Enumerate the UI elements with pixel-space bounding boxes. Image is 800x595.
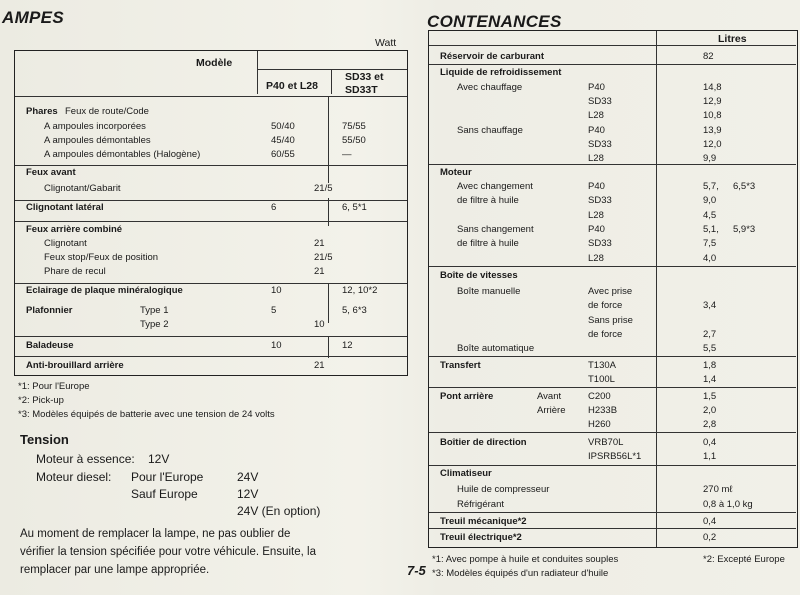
capacity-value: 2,7 xyxy=(703,329,717,340)
lamp-watt-sd33: 12 xyxy=(342,340,353,351)
col-sd33: SD33 et xyxy=(345,71,384,83)
lamps-title: AMPES xyxy=(2,8,64,27)
capacity-footnote: *2: Excepté Europe xyxy=(703,554,785,565)
capacity-category: Boîte de vitesses xyxy=(440,270,518,281)
capacity-axle: Avant xyxy=(537,391,562,402)
capacity-value: 1,5 xyxy=(703,391,717,402)
capacity-value: 12,9 xyxy=(703,96,722,107)
capacity-model: Sans prise xyxy=(588,315,633,326)
lamp-watt-p40-l28: 50/40 xyxy=(271,121,295,132)
lamp-label: Eclairage de plaque minéralogique xyxy=(26,285,183,296)
lamp-label: Feux arrière combiné xyxy=(26,224,123,235)
capacity-category: Moteur xyxy=(440,167,472,178)
capacity-value: 1,1 xyxy=(703,451,717,462)
capacity-value: 12,0 xyxy=(703,139,722,150)
sauf-label: Sauf Europe xyxy=(131,487,198,501)
lamp-label: Phare de recul xyxy=(44,266,106,277)
lamp-watt-common: 21 xyxy=(314,360,325,371)
lamp-watt-sd33: 6, 5*1 xyxy=(342,202,367,213)
lamp-label: A ampoules démontables (Halogène) xyxy=(44,149,201,160)
lamp-watt-common: 21/5 xyxy=(314,252,333,263)
lamp-watt-common: 21 xyxy=(314,266,325,277)
capacity-model: P40 xyxy=(588,224,605,235)
capacity-value: 10,8 xyxy=(703,110,722,121)
capacity-subcategory: Sans chauffage xyxy=(457,125,523,136)
capacity-value: 14,8 xyxy=(703,82,722,93)
advice-line: remplacer par une lampe appropriée. xyxy=(20,564,210,576)
lamp-watt-p40-l28: 10 xyxy=(271,340,282,351)
lamp-watt-p40-l28: 45/40 xyxy=(271,135,295,146)
capacity-model: L28 xyxy=(588,253,604,264)
lamp-watt-sd33: 55/50 xyxy=(342,135,366,146)
lamp-footnote: *2: Pick-up xyxy=(18,395,64,406)
capacity-value-alt: 6,5*3 xyxy=(733,181,756,192)
europe-label: Pour l'Europe xyxy=(131,470,204,484)
capacity-value: 0,4 xyxy=(703,437,717,448)
essence-value: 12V xyxy=(148,452,170,466)
lamp-label: Feux stop/Feux de position xyxy=(44,252,159,263)
diesel-label: Moteur diesel: xyxy=(36,470,112,484)
capacity-model: VRB70L xyxy=(588,437,624,448)
capacity-model: H260 xyxy=(588,419,611,430)
lamp-watt-common: 21 xyxy=(314,238,325,249)
capacity-model: SD33 xyxy=(588,96,612,107)
capacity-subcategory: Avec chauffage xyxy=(457,82,523,93)
lamp-label: Feux avant xyxy=(26,167,76,178)
capacity-value: 1,8 xyxy=(703,360,717,371)
capacities-title: CONTENANCES xyxy=(427,12,562,31)
capacity-category: Transfert xyxy=(440,360,481,371)
lamp-label: Clignotant/Gabarit xyxy=(44,183,121,194)
capacity-subcategory: Boîte automatique xyxy=(457,343,535,354)
capacity-value: 1,4 xyxy=(703,374,717,385)
lamp-watt-common: 21/5 xyxy=(314,183,333,194)
lamp-label: A ampoules démontables xyxy=(44,135,151,146)
lamp-type: Type 2 xyxy=(140,319,169,330)
capacity-value: 270 mℓ xyxy=(703,484,733,495)
lamp-watt-p40-l28: 60/55 xyxy=(271,149,295,160)
capacity-value: 7,5 xyxy=(703,238,717,249)
page-number: 7-5 xyxy=(407,563,426,578)
capacity-value: 82 xyxy=(703,51,714,62)
europe-value: 24V xyxy=(237,470,259,484)
capacity-value: 0,8 à 1,0 kg xyxy=(703,499,753,510)
capacity-value: 13,9 xyxy=(703,125,722,136)
capacity-value: 0,4 xyxy=(703,516,717,527)
lamp-type: Type 1 xyxy=(140,305,169,316)
capacity-value: 2,0 xyxy=(703,405,717,416)
capacity-model: SD33 xyxy=(588,195,612,206)
capacity-model: de force xyxy=(588,300,623,311)
lamp-watt-p40-l28: 10 xyxy=(271,285,282,296)
capacity-model: C200 xyxy=(588,391,611,402)
capacity-value: 2,8 xyxy=(703,419,717,430)
capacity-value: 3,4 xyxy=(703,300,717,311)
lamp-label: Plafonnier xyxy=(26,305,73,316)
capacity-value: 5,7, xyxy=(703,181,719,192)
capacity-model: Avec prise xyxy=(588,286,633,297)
lamp-footnote: *1: Pour l'Europe xyxy=(18,381,90,392)
lamp-label: Baladeuse xyxy=(26,340,74,351)
capacity-footnote: *3: Modèles équipés d'un radiateur d'huile xyxy=(432,568,609,579)
lamp-sublabel: Feux de route/Code xyxy=(65,106,149,117)
capacity-value: 4,0 xyxy=(703,253,717,264)
tension-title: Tension xyxy=(20,432,69,447)
capacity-model: T100L xyxy=(588,374,615,385)
capacity-category: Treuil mécanique*2 xyxy=(440,516,527,527)
capacity-subcategory: Réfrigérant xyxy=(457,499,504,510)
essence-label: Moteur à essence: xyxy=(36,452,135,466)
col-sd33t: SD33T xyxy=(345,84,378,96)
lamp-watt-sd33: 5, 6*3 xyxy=(342,305,367,316)
capacity-model: SD33 xyxy=(588,238,612,249)
option-value: 24V (En option) xyxy=(237,504,321,518)
capacity-subcategory: Boîte manuelle xyxy=(457,286,521,297)
capacity-category: Boîtier de direction xyxy=(440,437,527,448)
capacity-subcategory: Avec changement xyxy=(457,181,533,192)
capacity-value-alt: 5,9*3 xyxy=(733,224,756,235)
capacity-model: P40 xyxy=(588,125,605,136)
lamp-label: Anti-brouillard arrière xyxy=(26,360,124,371)
lamp-watt-sd33: 12, 10*2 xyxy=(342,285,378,296)
capacity-model: L28 xyxy=(588,153,604,164)
model-header: Modèle xyxy=(196,57,233,69)
capacity-model: P40 xyxy=(588,82,605,93)
lamp-label: A ampoules incorporées xyxy=(44,121,146,132)
lamp-label: Clignotant xyxy=(44,238,87,249)
capacity-value: 5,5 xyxy=(703,343,717,354)
advice-line: Au moment de remplacer la lampe, ne pas oublier de xyxy=(20,528,291,540)
capacity-category: Liquide de refroidissement xyxy=(440,67,562,78)
capacity-model: P40 xyxy=(588,181,605,192)
capacity-model: L28 xyxy=(588,110,604,121)
capacity-model: T130A xyxy=(588,360,616,371)
capacity-axle: Arrière xyxy=(537,405,566,416)
lamp-watt-sd33: — xyxy=(342,149,352,160)
lamp-watt-sd33: 75/55 xyxy=(342,121,366,132)
lamp-watt-common: 10 xyxy=(314,319,325,330)
capacity-subcategory: de filtre à huile xyxy=(457,195,519,206)
lamp-watt-p40-l28: 5 xyxy=(271,305,277,316)
capacity-model: H233B xyxy=(588,405,618,416)
lamp-label: Phares xyxy=(26,106,58,117)
lamp-label: Clignotant latéral xyxy=(26,202,104,213)
capacity-value: 5,1, xyxy=(703,224,719,235)
capacity-model: SD33 xyxy=(588,139,612,150)
capacity-value: 4,5 xyxy=(703,210,717,221)
capacity-category: Treuil électrique*2 xyxy=(440,532,522,543)
capacity-category: Pont arrière xyxy=(440,391,494,402)
capacity-value: 9,0 xyxy=(703,195,717,206)
capacity-model: IPSRB56L*1 xyxy=(588,451,642,462)
watt-unit: Watt xyxy=(375,37,397,49)
capacity-category: Climatiseur xyxy=(440,468,492,479)
capacity-value: 9,9 xyxy=(703,153,717,164)
capacity-subcategory: Huile de compresseur xyxy=(457,484,550,495)
capacity-category: Réservoir de carburant xyxy=(440,51,545,62)
capacity-value: 0,2 xyxy=(703,532,717,543)
capacity-model: L28 xyxy=(588,210,604,221)
litres-unit: Litres xyxy=(718,33,747,45)
lamp-watt-p40-l28: 6 xyxy=(271,202,277,213)
lamps-table xyxy=(14,50,408,376)
sauf-value: 12V xyxy=(237,487,259,501)
col-p40-l28: P40 et L28 xyxy=(266,80,318,92)
capacity-model: de force xyxy=(588,329,623,340)
capacity-footnote: *1: Avec pompe à huile et conduites souples xyxy=(432,554,619,565)
capacity-subcategory: Sans changement xyxy=(457,224,534,235)
advice-line: vérifier la tension spécifiée pour votre véhicule. Ensuite, la xyxy=(20,546,316,558)
lamp-footnote: *3: Modèles équipés de batterie avec une tension de 24 volts xyxy=(18,409,275,420)
capacity-subcategory: de filtre à huile xyxy=(457,238,519,249)
